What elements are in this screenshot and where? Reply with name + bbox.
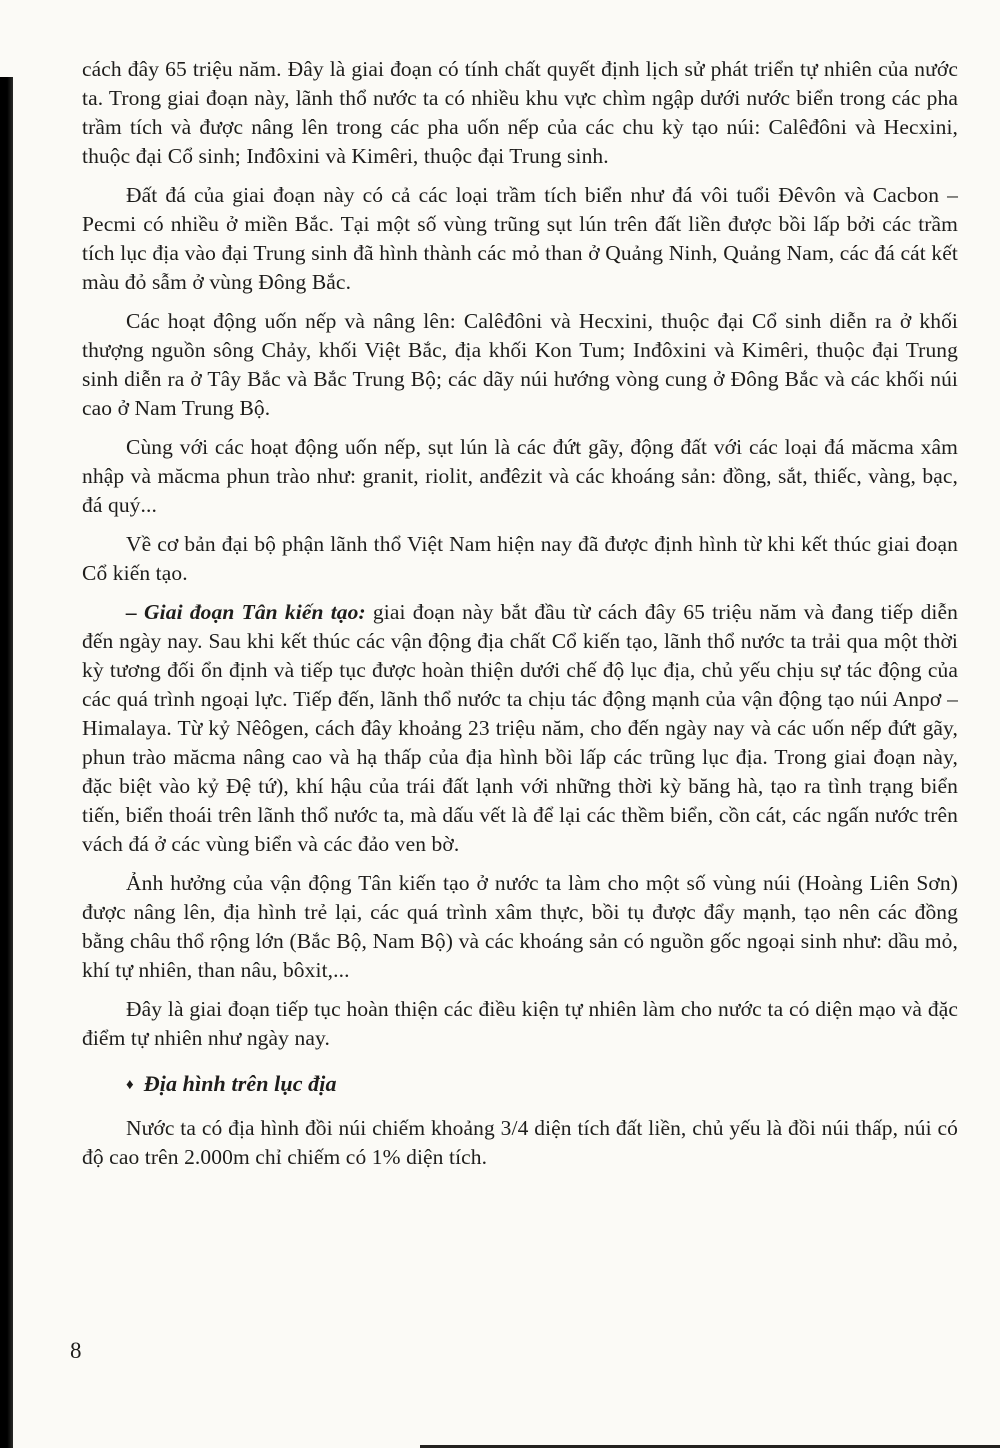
section-heading (82, 1069, 958, 1102)
scan-binding-shadow (0, 77, 13, 1448)
page-number: 8 (70, 1338, 82, 1363)
paragraph: Về cơ bản đại bộ phận lãnh thổ Việt Nam hiện nay đã được định hình từ khi kết thúc giai đoạn Cổ kiến tạo. (82, 532, 958, 585)
paragraph: Đất đá của giai đoạn này có cả các loại trầm tích biển như đá vôi tuổi Đêvôn và Cacbon – Pecmi có nhiều ở miền Bắc. Tại một số vùng trũng sụt lún trên đất liền được bồi lấp bởi các trầm tích lục địa vào đại Trung sinh đã hình thành các mỏ than ở Quảng Ninh, Quảng Nam, các đá cát kết màu đỏ sẫm ở vùng Đông Bắc. (82, 183, 958, 294)
paragraph: Ảnh hưởng của vận động Tân kiến tạo ở nước ta làm cho một số vùng núi (Hoàng Liên Sơn) được nâng lên, địa hình trẻ lại, các quá trình xâm thực, bồi tụ được đẩy mạnh, tạo nên các đồng bằng châu thổ rộng lớn (Bắc Bộ, Nam Bộ) và các khoáng sản có nguồn gốc ngoại sinh như: dầu mỏ, khí tự nhiên, than nâu, bôxit,... (82, 871, 958, 982)
paragraph-text: giai đoạn này bắt đầu từ cách đây 65 triệu năm và đang tiếp diễn đến ngày nay. Sau khi kết thúc các vận động địa chất Cổ kiến tạo, lãnh thổ nước ta trải qua một thời kỳ tương đối ổn định và tiếp tục được hoàn thiện dưới chế độ lục địa, chủ yếu chịu sự tác động của các quá trình ngoại lực. Tiếp đến, lãnh thổ nước ta chịu tác động mạnh của vận động tạo núi Anpơ – Himalaya. Từ kỷ Nêôgen, cách đây khoảng 23 triệu năm, cho đến ngày nay và các uốn nếp đứt gãy, phun trào măcma nâng cao và hạ thấp của địa hình bồi lấp các trũng lục địa. Trong giai đoạn này, đặc biệt vào kỷ Đệ tứ), khí hậu của trái đất lạnh với những thời kỳ băng hà, tạo ra tình trạng biển tiến, biển thoái trên lãnh thổ nước ta, mà dấu vết là để lại các thềm biển, cồn cát, các ngấn nước trên vách đá ở các vùng biển và các đảo ven bờ. (82, 600, 958, 856)
section-heading-text: Địa hình trên lục địa (143, 1071, 337, 1096)
page-content (82, 55, 958, 1182)
diamond-bullet-icon: ♦ (126, 1077, 134, 1093)
paragraph: Các hoạt động uốn nếp và nâng lên: Calêđôni và Hecxini, thuộc đại Cổ sinh diễn ra ở khối thượng nguồn sông Chảy, khối Việt Bắc, địa khối Kon Tum; Inđôxini và Kimêri, thuộc đại Trung sinh diễn ra ở Tây Bắc và Bắc Trung Bộ; các dãy núi hướng vòng cung ở Đông Bắc và các khối núi cao ở Nam Trung Bộ. (82, 309, 958, 420)
paragraph: cách đây 65 triệu năm. Đây là giai đoạn có tính chất quyết định lịch sử phát triển tự nhiên của nước ta. Trong giai đoạn này, lãnh thổ nước ta có nhiều khu vực chìm ngập dưới nước biển trong các pha trầm tích và được nâng lên trong các pha uốn nếp của các chu kỳ tạo núi: Calêđôni và Hecxini, thuộc đại Cổ sinh; Inđôxini và Kimêri, thuộc đại Trung sinh. (82, 57, 958, 168)
paragraph-lead-italic: – Giai đoạn Tân kiến tạo: (126, 600, 373, 624)
paragraph (82, 598, 958, 859)
paragraph: Cùng với các hoạt động uốn nếp, sụt lún là các đứt gãy, động đất với các loại đá măcma xâm nhập và măcma phun trào như: granit, riolit, anđêzit và các khoáng sản: đồng, sắt, thiếc, vàng, bạc, đá quý... (82, 435, 958, 517)
paragraph: Nước ta có địa hình đồi núi chiếm khoảng 3/4 diện tích đất liền, chủ yếu là đồi núi thấp, núi có độ cao trên 2.000m chỉ chiếm có 1% diện tích. (82, 1116, 958, 1169)
paragraph: Đây là giai đoạn tiếp tục hoàn thiện các điều kiện tự nhiên làm cho nước ta có diện mạo và đặc điểm tự nhiên như ngày nay. (82, 997, 958, 1050)
